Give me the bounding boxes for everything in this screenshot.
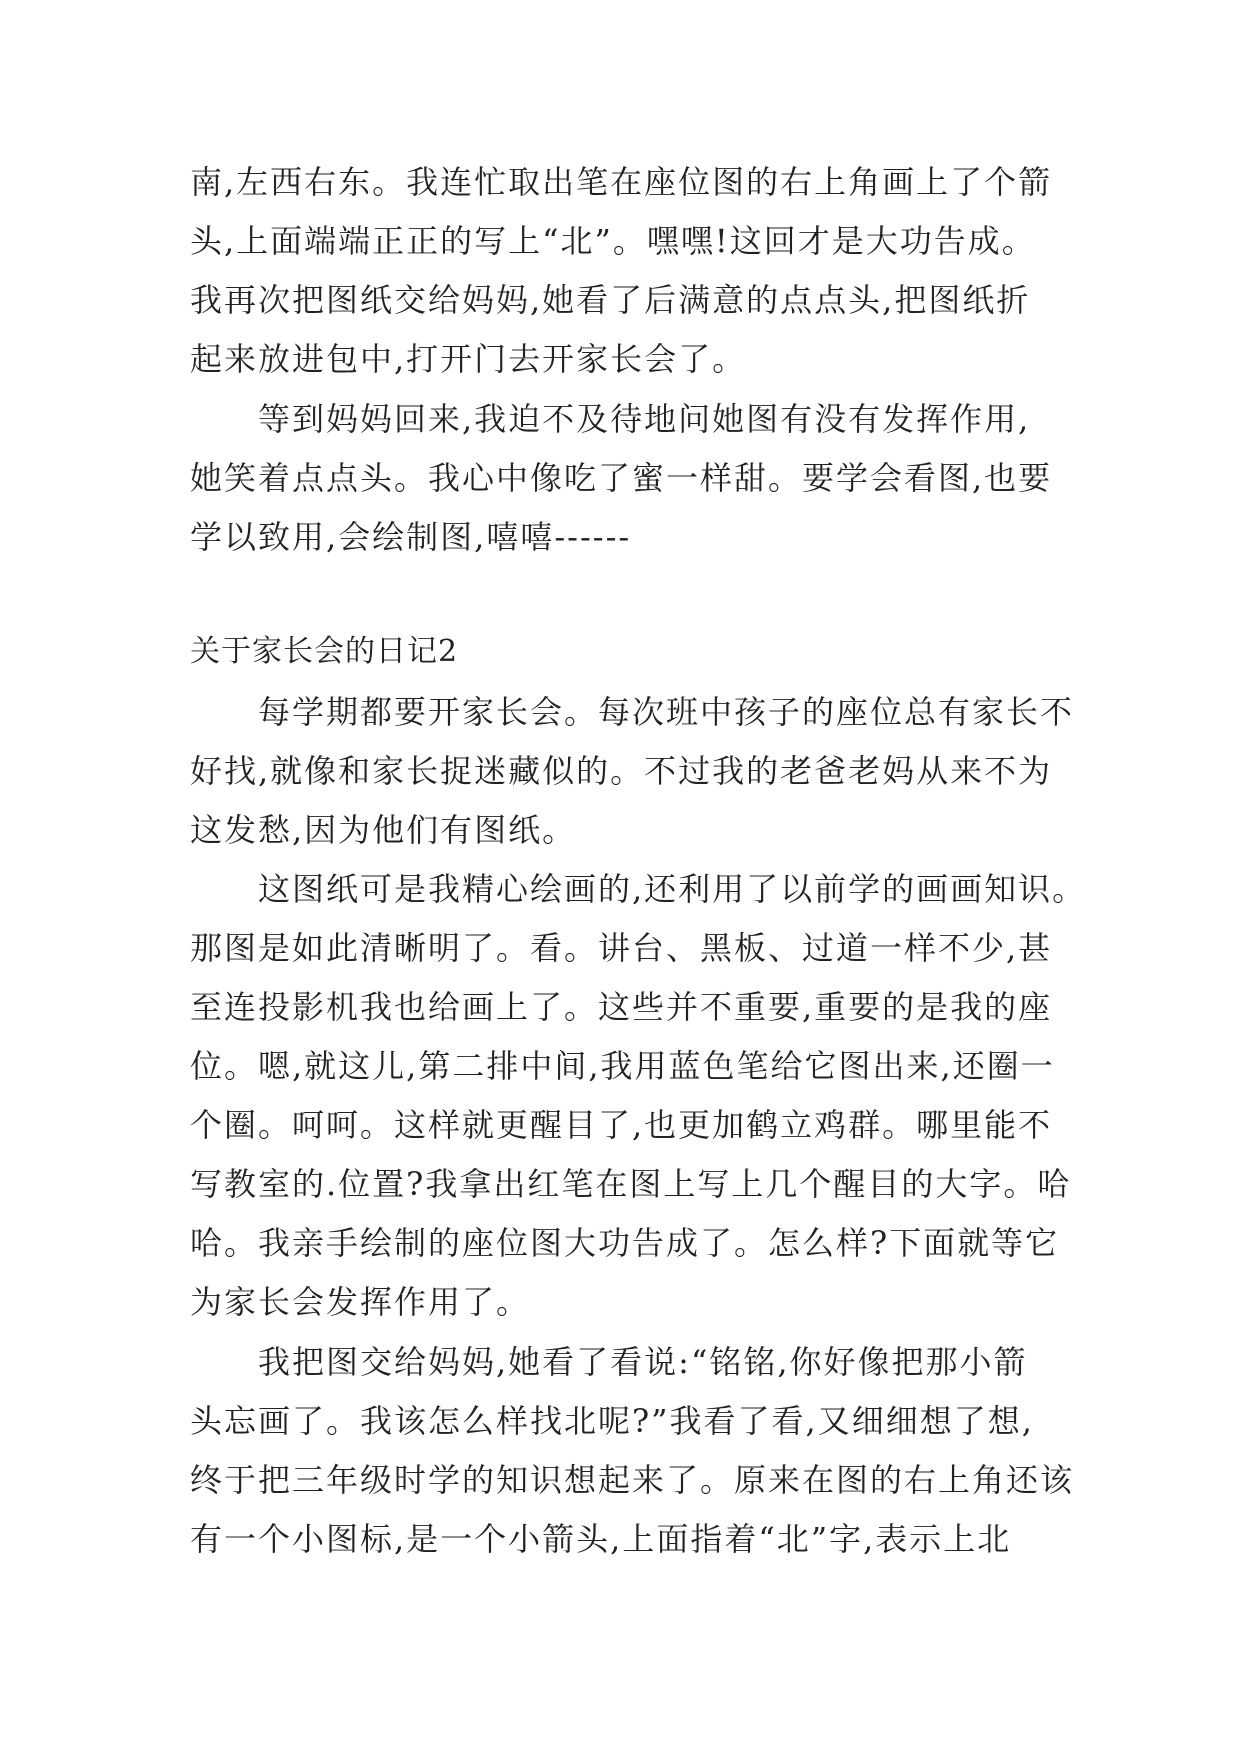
paragraph-line: 我再次把图纸交给妈妈,她看了后满意的点点头,把图纸折 (190, 281, 1031, 319)
paragraph-line: 这发愁,因为他们有图纸。 (190, 811, 577, 849)
paragraph-line: 为家长会发挥作用了。 (190, 1283, 531, 1321)
paragraph-line: 好找,就像和家长捉迷藏似的。不过我的老爸老妈从来不为 (190, 752, 1053, 790)
paragraph-line: 有一个小图标,是一个小箭头,上面指着“北”字,表示上北 (190, 1520, 1012, 1558)
paragraph-line: 头,上面端端正正的写上“北”。嘿嘿!这回才是大功告成。 (190, 222, 1036, 260)
paragraph-line: 写教室的.位置?我拿出红笔在图上写上几个醒目的大字。哈 (190, 1165, 1072, 1203)
paragraph-line: 南,左西右东。我连忙取出笔在座位图的右上角画上了个箭 (190, 163, 1053, 201)
paragraph-line: 哈。我亲手绘制的座位图大功告成了。怎么样?下面就等它 (190, 1224, 1060, 1262)
paragraph-line: 终于把三年级时学的知识想起来了。原来在图的右上角还该 (190, 1461, 1075, 1499)
paragraph-line: 等到妈妈回来,我迫不及待地问她图有没有发挥作用, (258, 400, 1031, 438)
paragraph-line: 她笑着点点头。我心中像吃了蜜一样甜。要学会看图,也要 (190, 459, 1053, 497)
paragraph-line: 每学期都要开家长会。每次班中孩子的座位总有家长不 (258, 693, 1075, 731)
section-title: 关于家长会的日记2 (190, 634, 459, 669)
paragraph-line: 位。嗯,就这儿,第二排中间,我用蓝色笔给它图出来,还圈一 (190, 1047, 1055, 1085)
paragraph-line: 学以致用,会绘制图,嘻嘻------ (190, 518, 632, 556)
paragraph-line: 我把图交给妈妈,她看了看说:“铭铭,你好像把那小箭 (258, 1343, 1028, 1381)
paragraph-line: 起来放进包中,打开门去开家长会了。 (190, 340, 747, 378)
paragraph-line: 个圈。呵呵。这样就更醒目了,也更加鹤立鸡群。哪里能不 (190, 1106, 1053, 1144)
paragraph-line: 这图纸可是我精心绘画的,还利用了以前学的画画知识。 (258, 870, 1087, 908)
paragraph-line: 头忘画了。我该怎么样找北呢?”我看了看,又细细想了想, (190, 1402, 1034, 1440)
paragraph-line: 至连投影机我也给画上了。这些并不重要,重要的是我的座 (190, 988, 1053, 1026)
paragraph-line: 那图是如此清晰明了。看。讲台、黑板、过道一样不少,甚 (190, 929, 1053, 967)
